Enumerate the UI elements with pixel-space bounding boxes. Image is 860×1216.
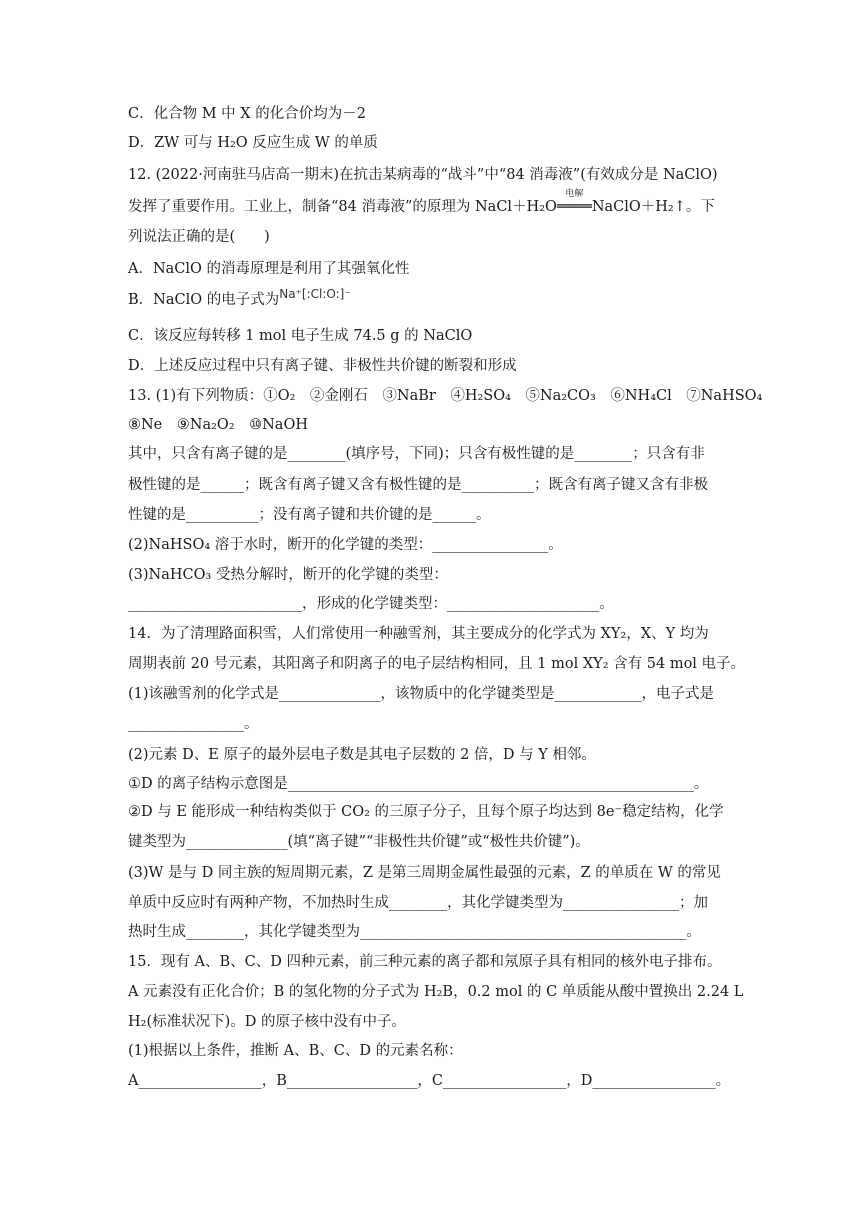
q12-stem-line3: 列说法正确的是( ) bbox=[128, 229, 270, 245]
q12-option-b bbox=[128, 287, 738, 310]
q12-option-b-text: B．NaClO 的电子式为 bbox=[128, 292, 280, 308]
q12-stem-line2-text: 发挥了重要作用。工业上，制备“84 消毒液”的原理为 NaCl＋H₂O bbox=[128, 199, 557, 215]
q14-part3-line2: 单质中反应时有两种产物，不加热时生成________，其化学键类型为________________；加 bbox=[128, 895, 708, 911]
q14-part1-line1: (1)该融雪剂的化学式是______________，该物质中的化学键类型是____________，电子式是 bbox=[128, 686, 715, 702]
q14-part2-sub1: ①D 的离子结构示意图是________________________________________________________。 bbox=[128, 776, 709, 792]
q14-part2-sub2-line2: 键类型为______________(填“离子键”“非极性共价键”或“极性共价键”)。 bbox=[128, 834, 590, 850]
equals-arrow: ════ bbox=[556, 199, 592, 215]
q13-part3-line2: ________________________，形成的化学键类型：_____________________。 bbox=[128, 596, 614, 612]
q11-option-d: D．ZW 可与 H₂O 反应生成 W 的单质 bbox=[128, 135, 378, 151]
electrolysis-label: 电解 bbox=[565, 189, 584, 199]
q14-part3-line3: 热时生成________，其化学键类型为_____________________________________________。 bbox=[128, 924, 701, 940]
q15-stem-line2: A 元素没有正化合价；B 的氢化物的分子式为 H₂B，0.2 mol 的 C 单质能从酸中置换出 2.24 L bbox=[128, 984, 744, 1000]
q12-option-c: C．该反应每转移 1 mol 电子生成 74.5 g 的 NaClO bbox=[128, 328, 473, 344]
q14-part2-stem: (2)元素 D、E 原子的最外层电子数是其电子层数的 2 倍，D 与 Y 相邻。 bbox=[128, 747, 596, 763]
q13-part1-line3: 性键的是__________；没有离子键和共价键的是______。 bbox=[128, 507, 491, 523]
q15-stem-line1: 15．现有 A、B、C、D 四种元素，前三种元素的离子都和氖原子具有相同的核外电子排布。 bbox=[128, 954, 722, 970]
q13-substances-line1: 13. (1)有下列物质：①O₂ ②金刚石 ③NaBr ④H₂SO₄ ⑤Na₂CO₃ ⑥NH₄Cl ⑦NaHSO₄ bbox=[128, 388, 763, 404]
q14-stem-line2: 周期表前 20 号元素，其阳离子和阴离子的电子层结构相同，且 1 mol XY₂ 含有 54 mol 电子。 bbox=[128, 656, 746, 672]
q12-stem-line2-products: NaClO＋H₂↑。下 bbox=[591, 199, 715, 215]
q13-part2: (2)NaHSO₄ 溶于水时，断开的化学键的类型：________________。 bbox=[128, 537, 563, 553]
q14-part3-line1: (3)W 是与 D 同主族的短周期元素，Z 是第三周期金属性最强的元素，Z 的单质在 W 的常见 bbox=[128, 865, 721, 881]
q12-option-a: A．NaClO 的消毒原理是利用了其强氧化性 bbox=[128, 261, 410, 277]
q14-stem-line1: 14．为了清理路面积雪，人们常使用一种融雪剂，其主要成分的化学式为 XY₂，X、Y 均为 bbox=[128, 626, 709, 642]
q12-stem-line1: 12. (2022·河南驻马店高一期末)在抗击某病毒的“战斗”中“84 消毒液”(有效成分是 NaClO) bbox=[128, 167, 718, 183]
electron-formula: Na⁺[:Cl:O:]⁻ bbox=[279, 287, 351, 301]
q15-part1-stem: (1)根据以上条件，推断 A、B、C、D 的元素名称： bbox=[128, 1043, 463, 1059]
q12-stem-line2 bbox=[128, 189, 738, 217]
q13-substances-line2: ⑧Ne ⑨Na₂O₂ ⑩NaOH bbox=[128, 417, 308, 433]
electrolysis-arrow bbox=[556, 189, 592, 217]
q13-part3-line1: (3)NaHCO₃ 受热分解时，断开的化学键的类型： bbox=[128, 567, 448, 583]
q13-part1-line2: 极性键的是______；既含有离子键又含有极性键的是__________；既含有离子键又含有非极 bbox=[128, 477, 708, 493]
q12-option-d: D．上述反应过程中只有离子键、非极性共价键的断裂和形成 bbox=[128, 358, 517, 374]
q14-part2-sub2-line1: ②D 与 E 能形成一种结构类似于 CO₂ 的三原子分子，且每个原子均达到 8e⁻稳定结构，化学 bbox=[128, 804, 724, 820]
q15-stem-line3: H₂(标准状况下)。D 的原子核中没有中子。 bbox=[128, 1014, 407, 1030]
q15-part1-answers: A_________________，B__________________，C_________________，D_________________。 bbox=[128, 1073, 731, 1089]
q13-part1-line1: 其中，只含有离子键的是________(填序号，下同)；只含有极性键的是________；只含有非 bbox=[128, 446, 705, 462]
q14-part1-line2: ________________。 bbox=[128, 716, 259, 732]
q11-option-c: C．化合物 M 中 X 的化合价均为－2 bbox=[128, 106, 366, 122]
